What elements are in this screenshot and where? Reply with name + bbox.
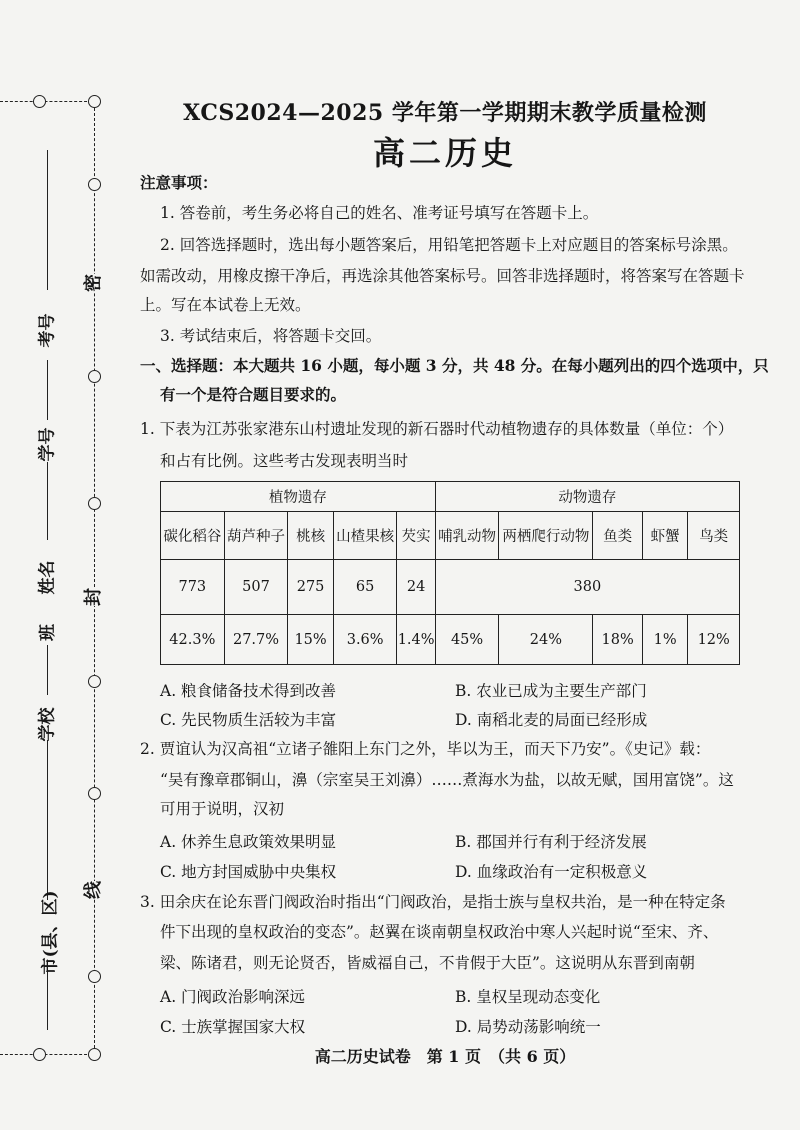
q2-stem: 可用于说明，汉初 bbox=[160, 800, 285, 818]
seal-char: 密 bbox=[79, 274, 105, 292]
binding-hole bbox=[88, 970, 101, 983]
field-line-student-number[interactable] bbox=[47, 462, 48, 540]
field-label-class: 班 bbox=[38, 624, 58, 641]
q3-option-b: B. 皇权呈现动态变化 bbox=[455, 988, 601, 1006]
table-group-plant: 植物遗存 bbox=[161, 482, 436, 512]
seal-char: 线 bbox=[79, 881, 105, 899]
table-header: 山楂果核 bbox=[333, 512, 397, 560]
table-header: 葫芦种子 bbox=[224, 512, 288, 560]
table-header: 两栖爬行动物 bbox=[499, 512, 593, 560]
notice-item: 如需改动，用橡皮擦干净后，再选涂其他答案标号。回答非选择题时，将答案写在答题卡 bbox=[140, 267, 745, 285]
table-ratio: 42.3% bbox=[161, 615, 225, 665]
q2-stem: “吴有豫章郡铜山，濞（宗室吴王刘濞）……煮海水为盐，以故无赋，国用富饶”。这 bbox=[160, 771, 734, 789]
binding-hole bbox=[88, 497, 101, 510]
table-ratio: 1.4% bbox=[397, 615, 435, 665]
table-ratio: 27.7% bbox=[224, 615, 288, 665]
table-header: 桃核 bbox=[288, 512, 333, 560]
table-ratio: 18% bbox=[593, 615, 643, 665]
field-line-class[interactable] bbox=[47, 645, 48, 695]
binding-hole bbox=[88, 370, 101, 383]
notice-item: 上。写在本试卷上无效。 bbox=[140, 296, 311, 314]
table-header: 芡实 bbox=[397, 512, 435, 560]
notice-heading: 注意事项： bbox=[140, 173, 218, 192]
q2-option-a: A. 休养生息政策效果明显 bbox=[160, 833, 337, 851]
section-heading: 一、选择题：本大题共 16 小题，每小题 3 分，共 48 分。在每小题列出的四个选项中，只 bbox=[140, 356, 769, 375]
table-count-animal-total: 380 bbox=[435, 560, 739, 615]
table-ratio: 45% bbox=[435, 615, 499, 665]
table-ratio: 12% bbox=[688, 615, 740, 665]
notice-item: 1. 答卷前，考生务必将自己的姓名、准考证号填写在答题卡上。 bbox=[160, 204, 599, 222]
q3-option-d: D. 局势动荡影响统一 bbox=[455, 1018, 601, 1036]
binding-hole bbox=[88, 787, 101, 800]
table-ratio: 24% bbox=[499, 615, 593, 665]
q1-stem: 和占有比例。这些考古发现表明当时 bbox=[160, 452, 409, 470]
q3-stem: 件下出现的皇权政治的变态”。赵翼在谈南朝皇权政治中寒人兴起时说“至宋、齐、 bbox=[160, 923, 719, 941]
table-count: 773 bbox=[161, 560, 225, 615]
q2-option-b: B. 郡国并行有利于经济发展 bbox=[455, 833, 647, 851]
field-label-name: 姓名 bbox=[37, 560, 58, 595]
q1-option-a: A. 粮食储备技术得到改善 bbox=[160, 682, 337, 700]
seal-line bbox=[94, 108, 95, 1048]
cut-line-top bbox=[0, 101, 92, 102]
field-line-exam-number[interactable] bbox=[47, 150, 48, 290]
cut-line-bottom bbox=[0, 1054, 92, 1055]
table-count: 24 bbox=[397, 560, 435, 615]
seal-char: 封 bbox=[79, 588, 105, 606]
binding-hole bbox=[33, 95, 46, 108]
field-line-seat[interactable] bbox=[47, 360, 48, 420]
table-ratio: 3.6% bbox=[333, 615, 397, 665]
q1-option-b: B. 农业已成为主要生产部门 bbox=[455, 682, 647, 700]
binding-hole bbox=[88, 95, 101, 108]
table-group-animal: 动物遗存 bbox=[435, 482, 739, 512]
table-header: 鱼类 bbox=[593, 512, 643, 560]
q2-option-d: D. 血缘政治有一定积极意义 bbox=[455, 863, 648, 881]
notice-item: 2. 回答选择题时，选出每小题答案后，用铅笔把答题卡上对应题目的答案标号涂黑。 bbox=[160, 236, 738, 254]
table-count: 507 bbox=[224, 560, 288, 615]
exam-title: XCS2024—2025 学年第一学期期末教学质量检测 bbox=[183, 100, 707, 126]
binding-hole bbox=[33, 1048, 46, 1061]
field-label-school: 学校 bbox=[37, 707, 58, 742]
table-ratio: 15% bbox=[288, 615, 333, 665]
table-ratio: 1% bbox=[642, 615, 687, 665]
q3-option-c: C. 士族掌握国家大权 bbox=[160, 1018, 306, 1036]
page-footer: 高二历史试卷 第 1 页 （共 6 页） bbox=[314, 1047, 576, 1066]
table-header: 虾蟹 bbox=[642, 512, 687, 560]
notice-item: 3. 考试结束后，将答题卡交回。 bbox=[160, 327, 382, 345]
binding-hole bbox=[88, 178, 101, 191]
field-label-city: 市(县、区) bbox=[40, 890, 61, 975]
table-header: 鸟类 bbox=[688, 512, 740, 560]
field-label-student-number: 学号 bbox=[37, 427, 58, 462]
table-header: 哺乳动物 bbox=[435, 512, 499, 560]
q1-option-c: C. 先民物质生活较为丰富 bbox=[160, 711, 337, 729]
q1-table bbox=[160, 481, 740, 665]
q2-option-c: C. 地方封国威胁中央集权 bbox=[160, 863, 337, 881]
table-header: 碳化稻谷 bbox=[161, 512, 225, 560]
q1-option-d: D. 南稻北麦的局面已经形成 bbox=[455, 711, 648, 729]
q3-stem: 梁、陈诸君，则无论贤否，皆威福自己，不肯假于大臣”。这说明从东晋到南朝 bbox=[160, 954, 695, 972]
binding-hole bbox=[88, 675, 101, 688]
q1-stem: 1. 下表为江苏张家港东山村遗址发现的新石器时代动植物遗存的具体数量（单位：个） bbox=[140, 420, 734, 438]
table-count: 65 bbox=[333, 560, 397, 615]
q3-stem: 3. 田余庆在论东晋门阀政治时指出“门阀政治，是指士族与皇权共治，是一种在特定条 bbox=[140, 893, 726, 911]
field-line-school[interactable] bbox=[47, 740, 48, 900]
subject-title: 高二历史 bbox=[372, 134, 517, 172]
section-heading-cont: 有一个是符合题目要求的。 bbox=[160, 385, 347, 404]
table-count: 275 bbox=[288, 560, 333, 615]
q2-stem: 2. 贾谊认为汉高祖“立诸子雒阳上东门之外，毕以为王，而天下乃安”。《史记》载： bbox=[140, 740, 711, 758]
field-label-exam-number: 考号 bbox=[37, 313, 58, 348]
q3-option-a: A. 门阀政治影响深远 bbox=[160, 988, 306, 1006]
binding-hole bbox=[88, 1048, 101, 1061]
